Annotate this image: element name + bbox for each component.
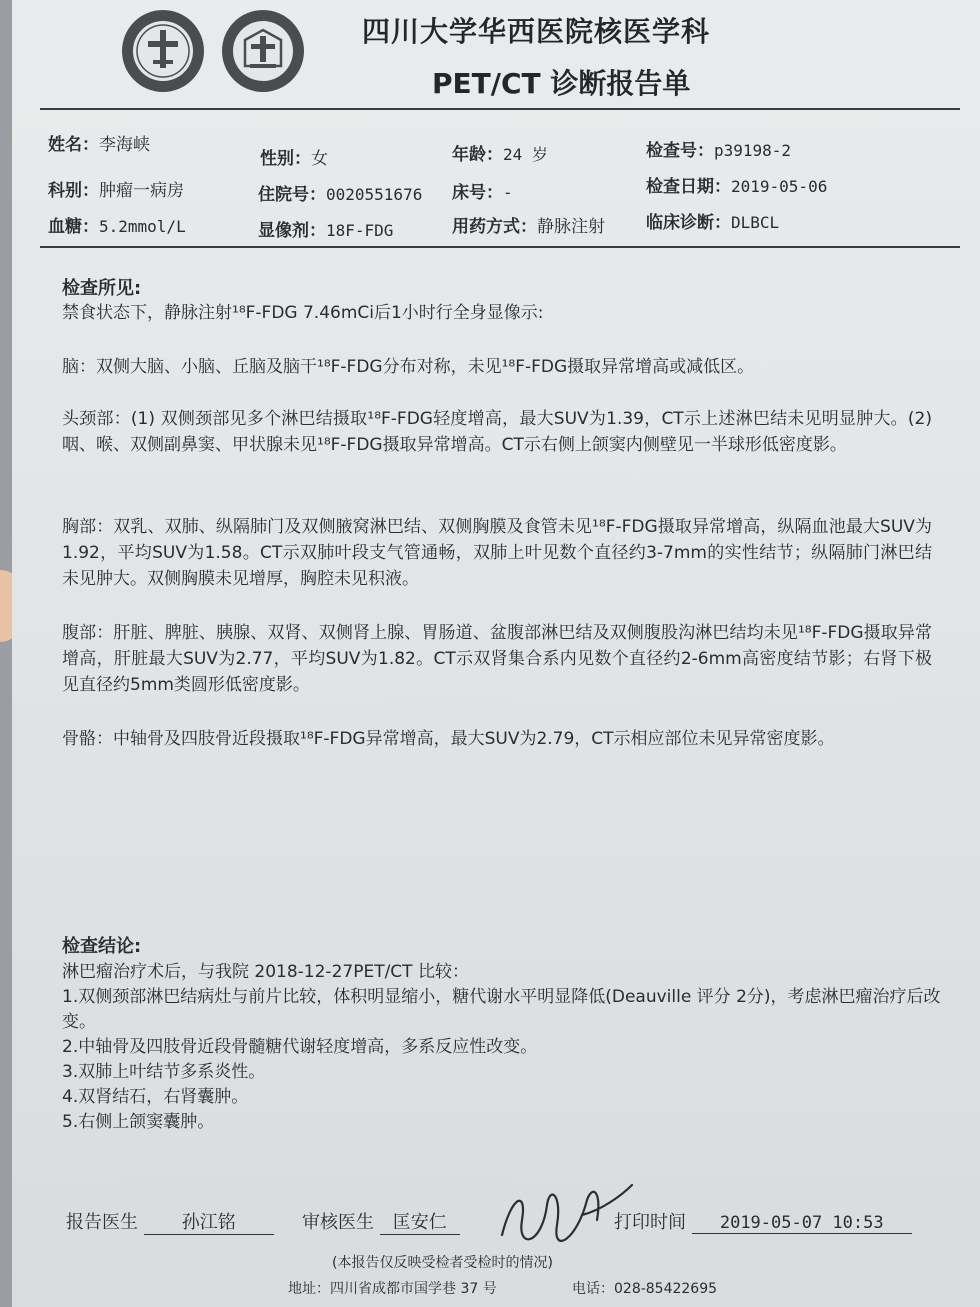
report-title: PET/CT 诊断报告单 bbox=[432, 67, 691, 100]
findings-title: 检查所见: bbox=[62, 278, 142, 299]
conclusion-title: 检查结论: bbox=[62, 936, 142, 957]
patient-age: 年龄：24 岁 bbox=[452, 145, 548, 165]
conclusion-item: 1.双侧颈部淋巴结病灶与前片比较，体积明显缩小，糖代谢水平明显降低(Deauville 评分 2分)，考虑淋巴瘤治疗后改变。 bbox=[62, 987, 941, 1032]
conclusion-item: 2.中轴骨及四肢骨近段骨髓糖代谢轻度增高，多系反应性改变。 bbox=[62, 1037, 538, 1057]
conclusion-item: 5.右侧上颌窦囊肿。 bbox=[62, 1112, 215, 1132]
print-time: 打印时间 2019-05-07 10:53 bbox=[614, 1208, 912, 1234]
exam-number: 检查号：p39198-2 bbox=[646, 141, 792, 161]
reviewer-signature: 审核医生 匡安仁 bbox=[302, 1208, 460, 1235]
reporter-signature: 报告医生 孙江铭 bbox=[66, 1208, 274, 1235]
info-divider bbox=[40, 246, 960, 248]
conclusion-block bbox=[62, 960, 942, 1135]
hospital-title: 四川大学华西医院核医学科 bbox=[362, 15, 711, 48]
patient-sex: 性别：女 bbox=[260, 149, 328, 169]
report-sheet bbox=[12, 0, 980, 1307]
bed-number: 床号：- bbox=[452, 183, 513, 203]
conclusion-intro: 淋巴瘤治疗术后，与我院 2018-12-27PET/CT 比较： bbox=[62, 962, 469, 982]
findings-abdomen: 腹部：肝脏、脾脏、胰腺、双肾、双侧肾上腺、胃肠道、盆腹部淋巴结及双侧腹股沟淋巴结均未见¹⁸F-FDG摄取异常增高，肝脏最大SUV为2.77，平均SUV为1.82。CT示双肾集合系内见数个直径约2-6mm高密度结节影；右肾下极见直径约5mm类圆形低密度影。 bbox=[62, 623, 932, 695]
findings-head-neck: 头颈部：(1) 双侧颈部见多个淋巴结摄取¹⁸F-FDG轻度增高，最大SUV为1.39，CT示上述淋巴结未见明显肿大。(2) 咽、喉、双侧副鼻窦、甲状腺未见¹⁸F-FDG摄取异常增高。CT示右侧上颌窦内侧壁见一半球形低密度影。 bbox=[62, 409, 932, 455]
findings-brain: 脑：双侧大脑、小脑、丘脑及脑干¹⁸F-FDG分布对称，未见¹⁸F-FDG摄取异常增高或减低区。 bbox=[62, 357, 755, 377]
blood-glucose: 血糖：5.2mmol/L bbox=[48, 217, 186, 237]
findings-intro: 禁食状态下，静脉注射¹⁸F-FDG 7.46mCi后1小时行全身显像示: bbox=[62, 303, 544, 323]
imaging-agent: 显像剂：18F-FDG bbox=[258, 221, 394, 241]
conclusion-item: 4.双肾结石，右肾囊肿。 bbox=[62, 1087, 249, 1107]
inpatient-number: 住院号：0020551676 bbox=[258, 185, 423, 205]
conclusion-item: 3.双肺上叶结节多系炎性。 bbox=[62, 1062, 266, 1082]
administration-route: 用药方式：静脉注射 bbox=[452, 217, 605, 237]
exam-date: 检查日期：2019-05-06 bbox=[646, 177, 828, 197]
footer-address: 地址：四川省成都市国学巷 37 号 bbox=[288, 1281, 497, 1297]
footer-phone: 电话：028-85422695 bbox=[572, 1281, 718, 1297]
university-seal-logo bbox=[220, 8, 306, 94]
findings-chest: 胸部：双乳、双肺、纵隔肺门及双侧腋窝淋巴结、双侧胸膜及食管未见¹⁸F-FDG摄取异常增高，纵隔血池最大SUV为1.92，平均SUV为1.58。CT示双肺叶段支气管通畅，双肺上叶见数个直径约3-7mm的实性结节；纵隔肺门淋巴结未见肿大。双侧胸膜未见增厚，胸腔未见积液。 bbox=[62, 517, 932, 589]
clinical-diagnosis: 临床诊断：DLBCL bbox=[646, 213, 780, 233]
report-disclaimer: (本报告仅反映受检者受检时的情况) bbox=[332, 1255, 553, 1271]
top-divider bbox=[40, 108, 960, 110]
findings-bone: 骨骼：中轴骨及四肢骨近段摄取¹⁸F-FDG异常增高，最大SUV为2.79，CT示相应部位未见异常密度影。 bbox=[62, 729, 835, 749]
hospital-seal-logo bbox=[120, 8, 206, 94]
patient-name: 姓名：李海峡 bbox=[48, 135, 150, 155]
department: 科别：肿瘤一病房 bbox=[48, 181, 184, 201]
